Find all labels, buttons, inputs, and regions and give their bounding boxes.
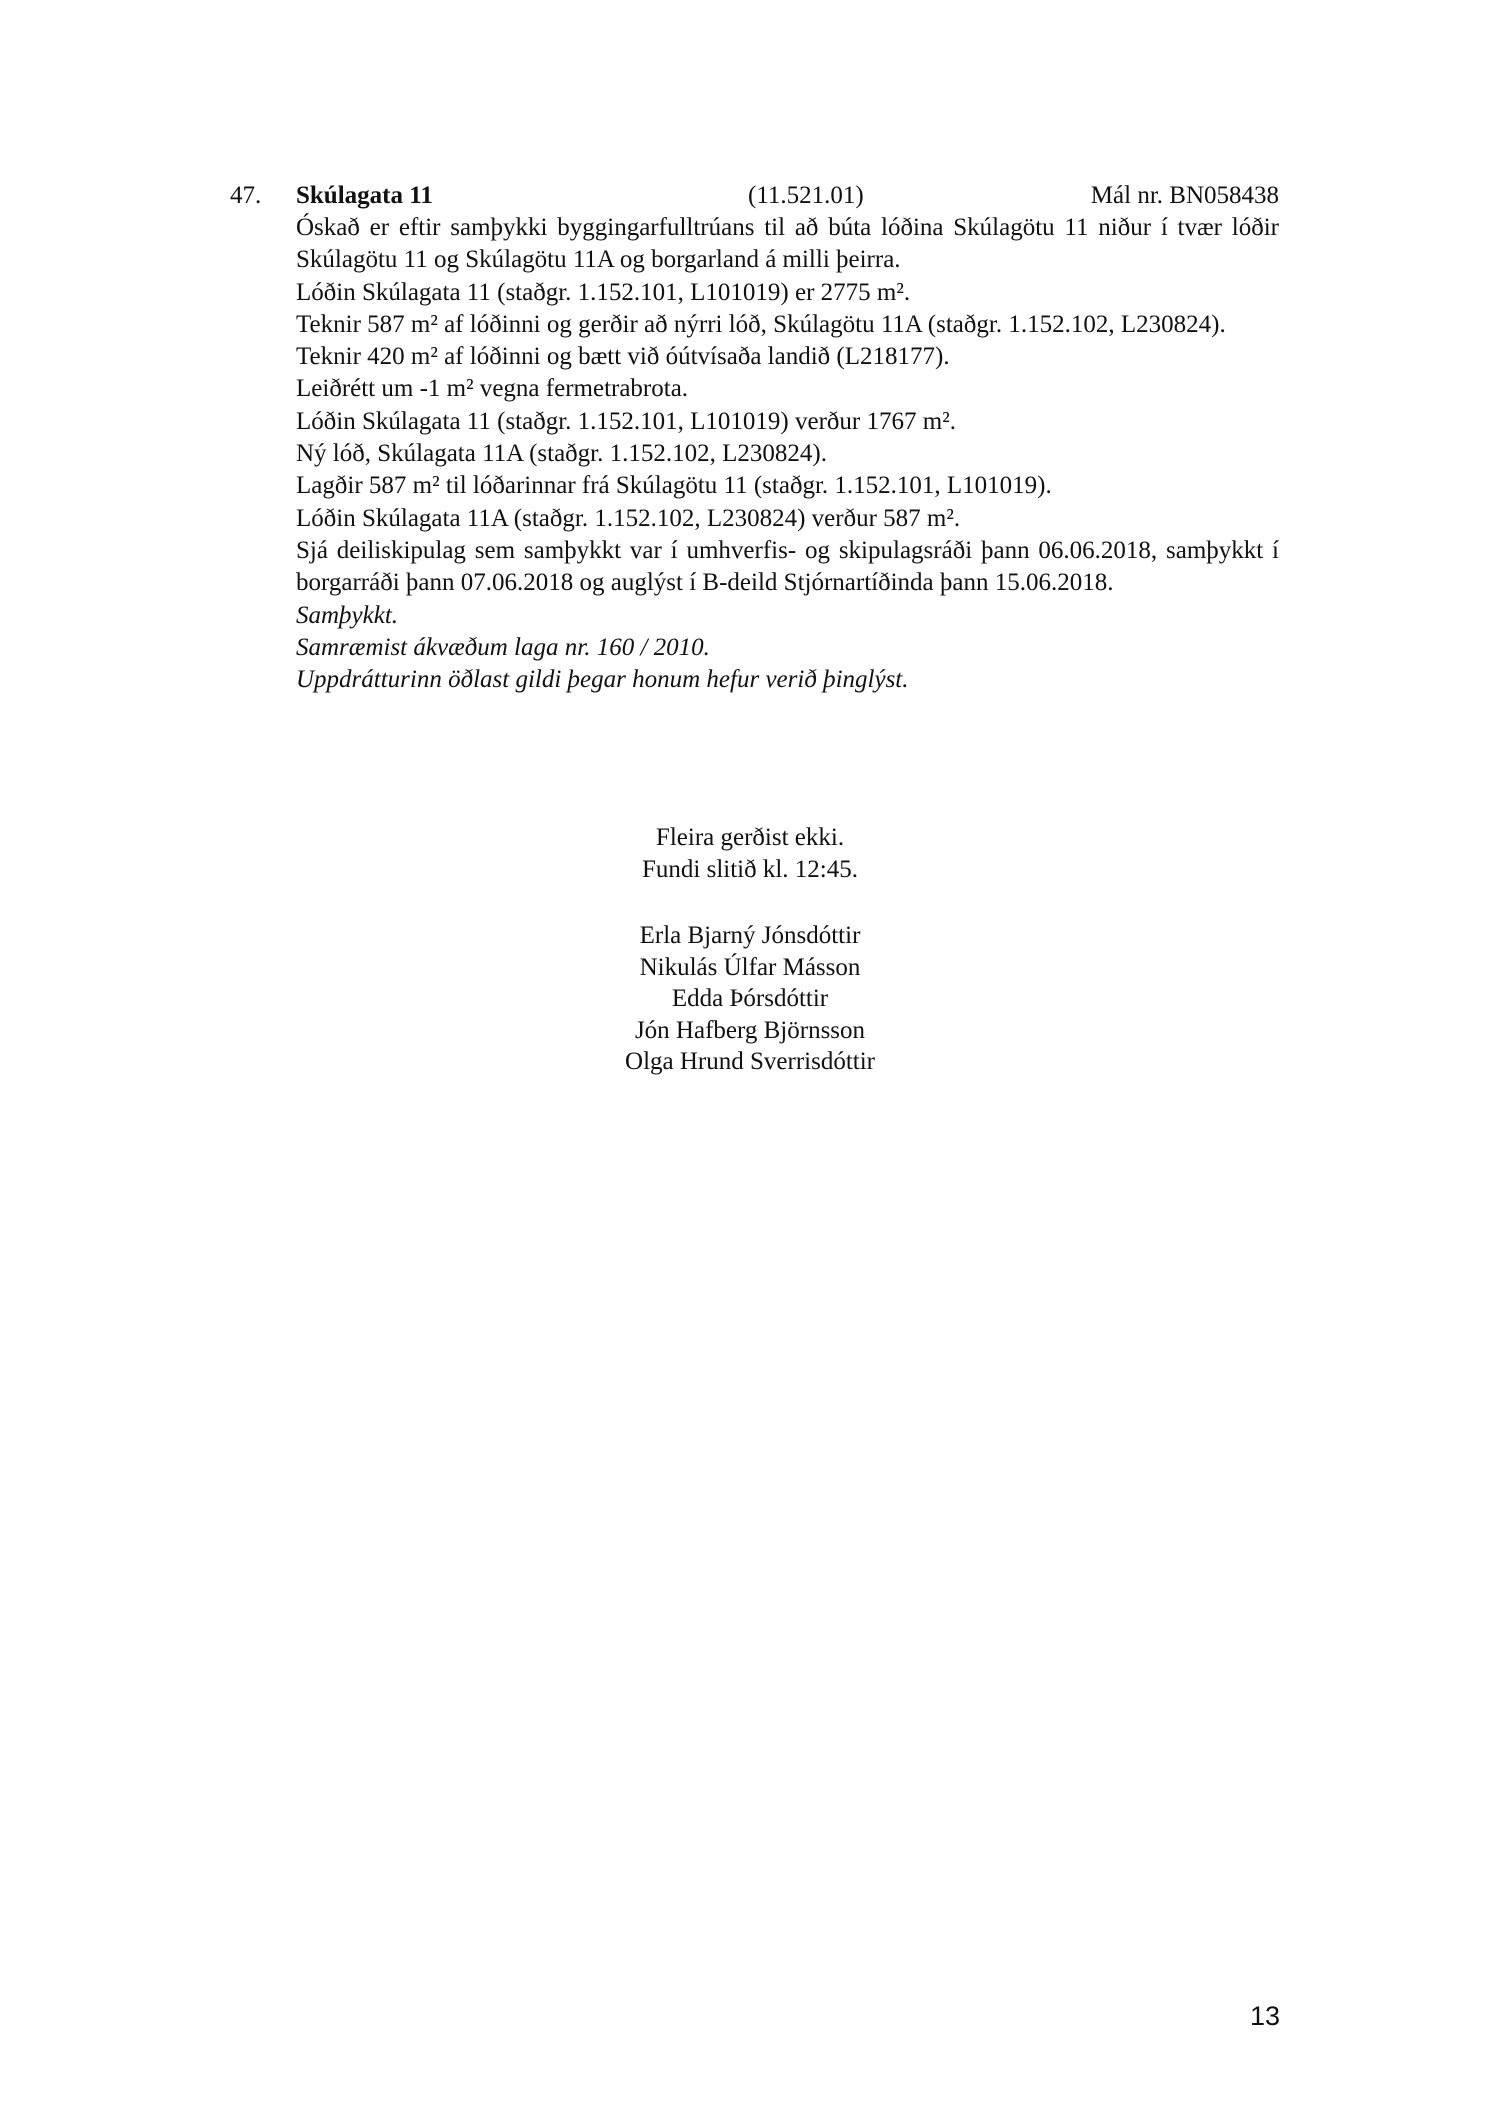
signatory-name: Erla Bjarný Jónsdóttir — [639, 922, 861, 949]
signature-list — [500, 920, 1000, 1078]
item-title: Skúlagata 11 — [296, 182, 433, 209]
paragraph-request: Óskað er eftir samþykki byggingarfulltrúans til að búta lóðina Skúlagötu 11 niður í tvær lóðir Skúlagötu 11 og Skúlagötu 11A og borgarland á milli þeirra. — [296, 214, 1279, 274]
paragraph-correction: Leiðrétt um -1 m² vegna fermetrabrota. — [296, 375, 689, 403]
paragraph-added-land: Teknir 420 m² af lóðinni og bætt við óútvísaða landið (L218177). — [296, 343, 950, 371]
signatory-name: Olga Hrund Sverrisdóttir — [625, 1048, 875, 1075]
item-land-reference: (11.521.01) — [748, 182, 864, 209]
agenda-item-body — [296, 212, 1279, 696]
paragraph-new-lot-size: Lóðin Skúlagata 11A (staðgr. 1.152.102, L230824) verður 587 m². — [296, 504, 961, 532]
signatory-name: Edda Þórsdóttir — [671, 985, 829, 1012]
signatory-name: Nikulás Úlfar Másson — [639, 953, 861, 981]
resolution-registration: Uppdrátturinn öðlast gildi þegar honum hefur verið þinglýst. — [296, 666, 909, 694]
paragraph-new-lot-name: Ný lóð, Skúlagata 11A (staðgr. 1.152.102, L230824). — [296, 440, 827, 468]
closing-line-nothing-further: Fleira gerðist ekki. — [655, 824, 845, 851]
resolution-law: Samræmist ákvæðum laga nr. 160 / 2010. — [296, 633, 710, 661]
item-number: 47. — [230, 182, 262, 209]
paragraph-lot-size: Lóðin Skúlagata 11 (staðgr. 1.152.101, L101019) er 2775 m². — [296, 278, 911, 306]
meeting-closing — [500, 822, 1000, 885]
paragraph-remaining-size: Lóðin Skúlagata 11 (staðgr. 1.152.101, L101019) verður 1767 m². — [296, 407, 956, 435]
resolution-approved: Samþykkt. — [296, 601, 399, 629]
paragraph-new-lot: Teknir 587 m² af lóðinni og gerðir að nýrri lóð, Skúlagötu 11A (staðgr. 1.152.102, L230824). — [296, 310, 1226, 338]
page-number: 13 — [1249, 2001, 1280, 2031]
paragraph-transfer: Lagðir 587 m² til lóðarinnar frá Skúlagötu 11 (staðgr. 1.152.101, L101019). — [296, 472, 1052, 500]
item-case-number: Mál nr. BN058438 — [1090, 182, 1279, 209]
paragraph-zoning-plan: Sjá deiliskipulag sem samþykkt var í umhverfis- og skipulagsráði þann 06.06.2018, samþykkt í borgarráði þann 07.06.2018 og auglýst í B-deild Stjórnartíðinda þann 15.06.2018. — [296, 536, 1279, 597]
agenda-item-header — [230, 180, 1279, 212]
closing-line-adjourned: Fundi slitið kl. 12:45. — [641, 855, 858, 883]
signatory-name: Jón Hafberg Björnsson — [634, 1016, 866, 1044]
